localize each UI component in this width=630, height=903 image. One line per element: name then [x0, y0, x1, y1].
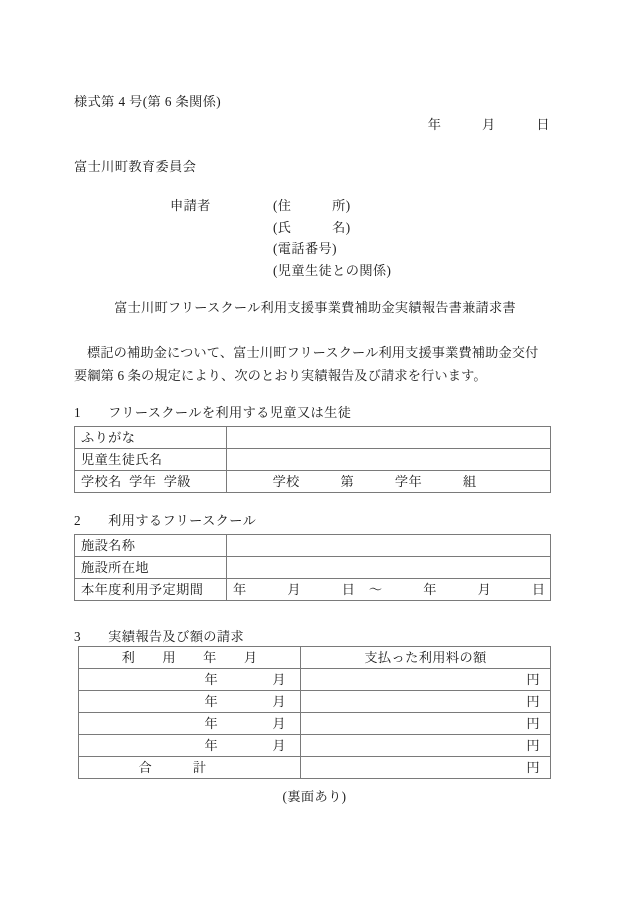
applicant-row	[170, 199, 391, 221]
claim-row-month[interactable]: 年 月	[79, 735, 301, 757]
table-row	[75, 579, 551, 601]
section-heading-student: 1 フリースクールを利用する児童又は生徒	[74, 405, 352, 420]
table-row	[75, 535, 551, 557]
table-student	[74, 426, 551, 493]
table-row	[75, 427, 551, 449]
table-row	[75, 557, 551, 579]
row-value-facility-address[interactable]	[227, 557, 551, 579]
row-label-facility-name: 施設名称	[75, 535, 227, 557]
row-label-furigana: ふりがな	[75, 427, 227, 449]
column-header-usage-month: 利 用 年 月	[79, 647, 301, 669]
row-value-furigana[interactable]	[227, 427, 551, 449]
footer-note: (裏面あり)	[282, 789, 347, 804]
row-label-facility-address: 施設所在地	[75, 557, 227, 579]
page-title: 富士川町フリースクール利用支援事業費補助金実績報告書兼請求書	[114, 300, 516, 315]
claim-row-month[interactable]: 年 月	[79, 691, 301, 713]
claim-row-month[interactable]: 年 月	[79, 713, 301, 735]
date-line: 年 月 日	[427, 117, 550, 132]
section-heading-claim: 3 実績報告及び額の請求	[74, 629, 245, 644]
table-row	[79, 669, 551, 691]
claim-row-amount[interactable]: 円	[301, 691, 551, 713]
table-row	[79, 735, 551, 757]
row-label-school-grade-class: 学校名 学年 学級	[75, 471, 227, 493]
applicant-row	[170, 242, 391, 264]
applicant-field-name: (氏 名)	[273, 219, 351, 235]
table-claim	[78, 646, 551, 779]
applicant-block	[170, 199, 391, 285]
body-paragraph-line-2: 要綱第 6 条の規定により、次のとおり実績報告及び請求を行います。	[74, 367, 487, 383]
claim-total-label: 合 計	[79, 757, 301, 779]
claim-row-amount[interactable]: 円	[301, 713, 551, 735]
table-header-row	[79, 647, 551, 669]
table-total-row	[79, 757, 551, 779]
claim-row-month[interactable]: 年 月	[79, 669, 301, 691]
form-number: 様式第 4 号(第 6 条関係)	[74, 94, 222, 109]
body-paragraph	[74, 342, 558, 387]
applicant-field-relationship: (児童生徒との関係)	[273, 262, 392, 278]
addressee: 富士川町教育委員会	[74, 159, 197, 174]
section-heading-school: 2 利用するフリースクール	[74, 513, 257, 528]
row-value-school-grade-class[interactable]: 学校 第 学年 組	[227, 471, 551, 493]
table-school	[74, 534, 551, 601]
row-value-student-name[interactable]	[227, 449, 551, 471]
applicant-field-phone: (電話番号)	[273, 241, 337, 256]
applicant-row	[170, 264, 391, 286]
table-row	[79, 691, 551, 713]
table-row	[75, 471, 551, 493]
table-row	[75, 449, 551, 471]
row-value-usage-period[interactable]: 年 月 日 ～ 年 月 日	[227, 579, 551, 601]
applicant-field-address: (住 所)	[273, 198, 351, 213]
claim-total-amount[interactable]: 円	[301, 757, 551, 779]
applicant-row	[170, 221, 391, 243]
row-value-facility-name[interactable]	[227, 535, 551, 557]
row-label-usage-period: 本年度利用予定期間	[75, 579, 227, 601]
row-label-student-name: 児童生徒氏名	[75, 449, 227, 471]
claim-row-amount[interactable]: 円	[301, 669, 551, 691]
applicant-label: 申請者	[170, 198, 211, 213]
column-header-paid-amount: 支払った利用料の額	[301, 647, 551, 669]
body-paragraph-line-1: 標記の補助金について、富士川町フリースクール利用支援事業費補助金交付	[87, 345, 539, 360]
claim-row-amount[interactable]: 円	[301, 735, 551, 757]
table-row	[79, 713, 551, 735]
